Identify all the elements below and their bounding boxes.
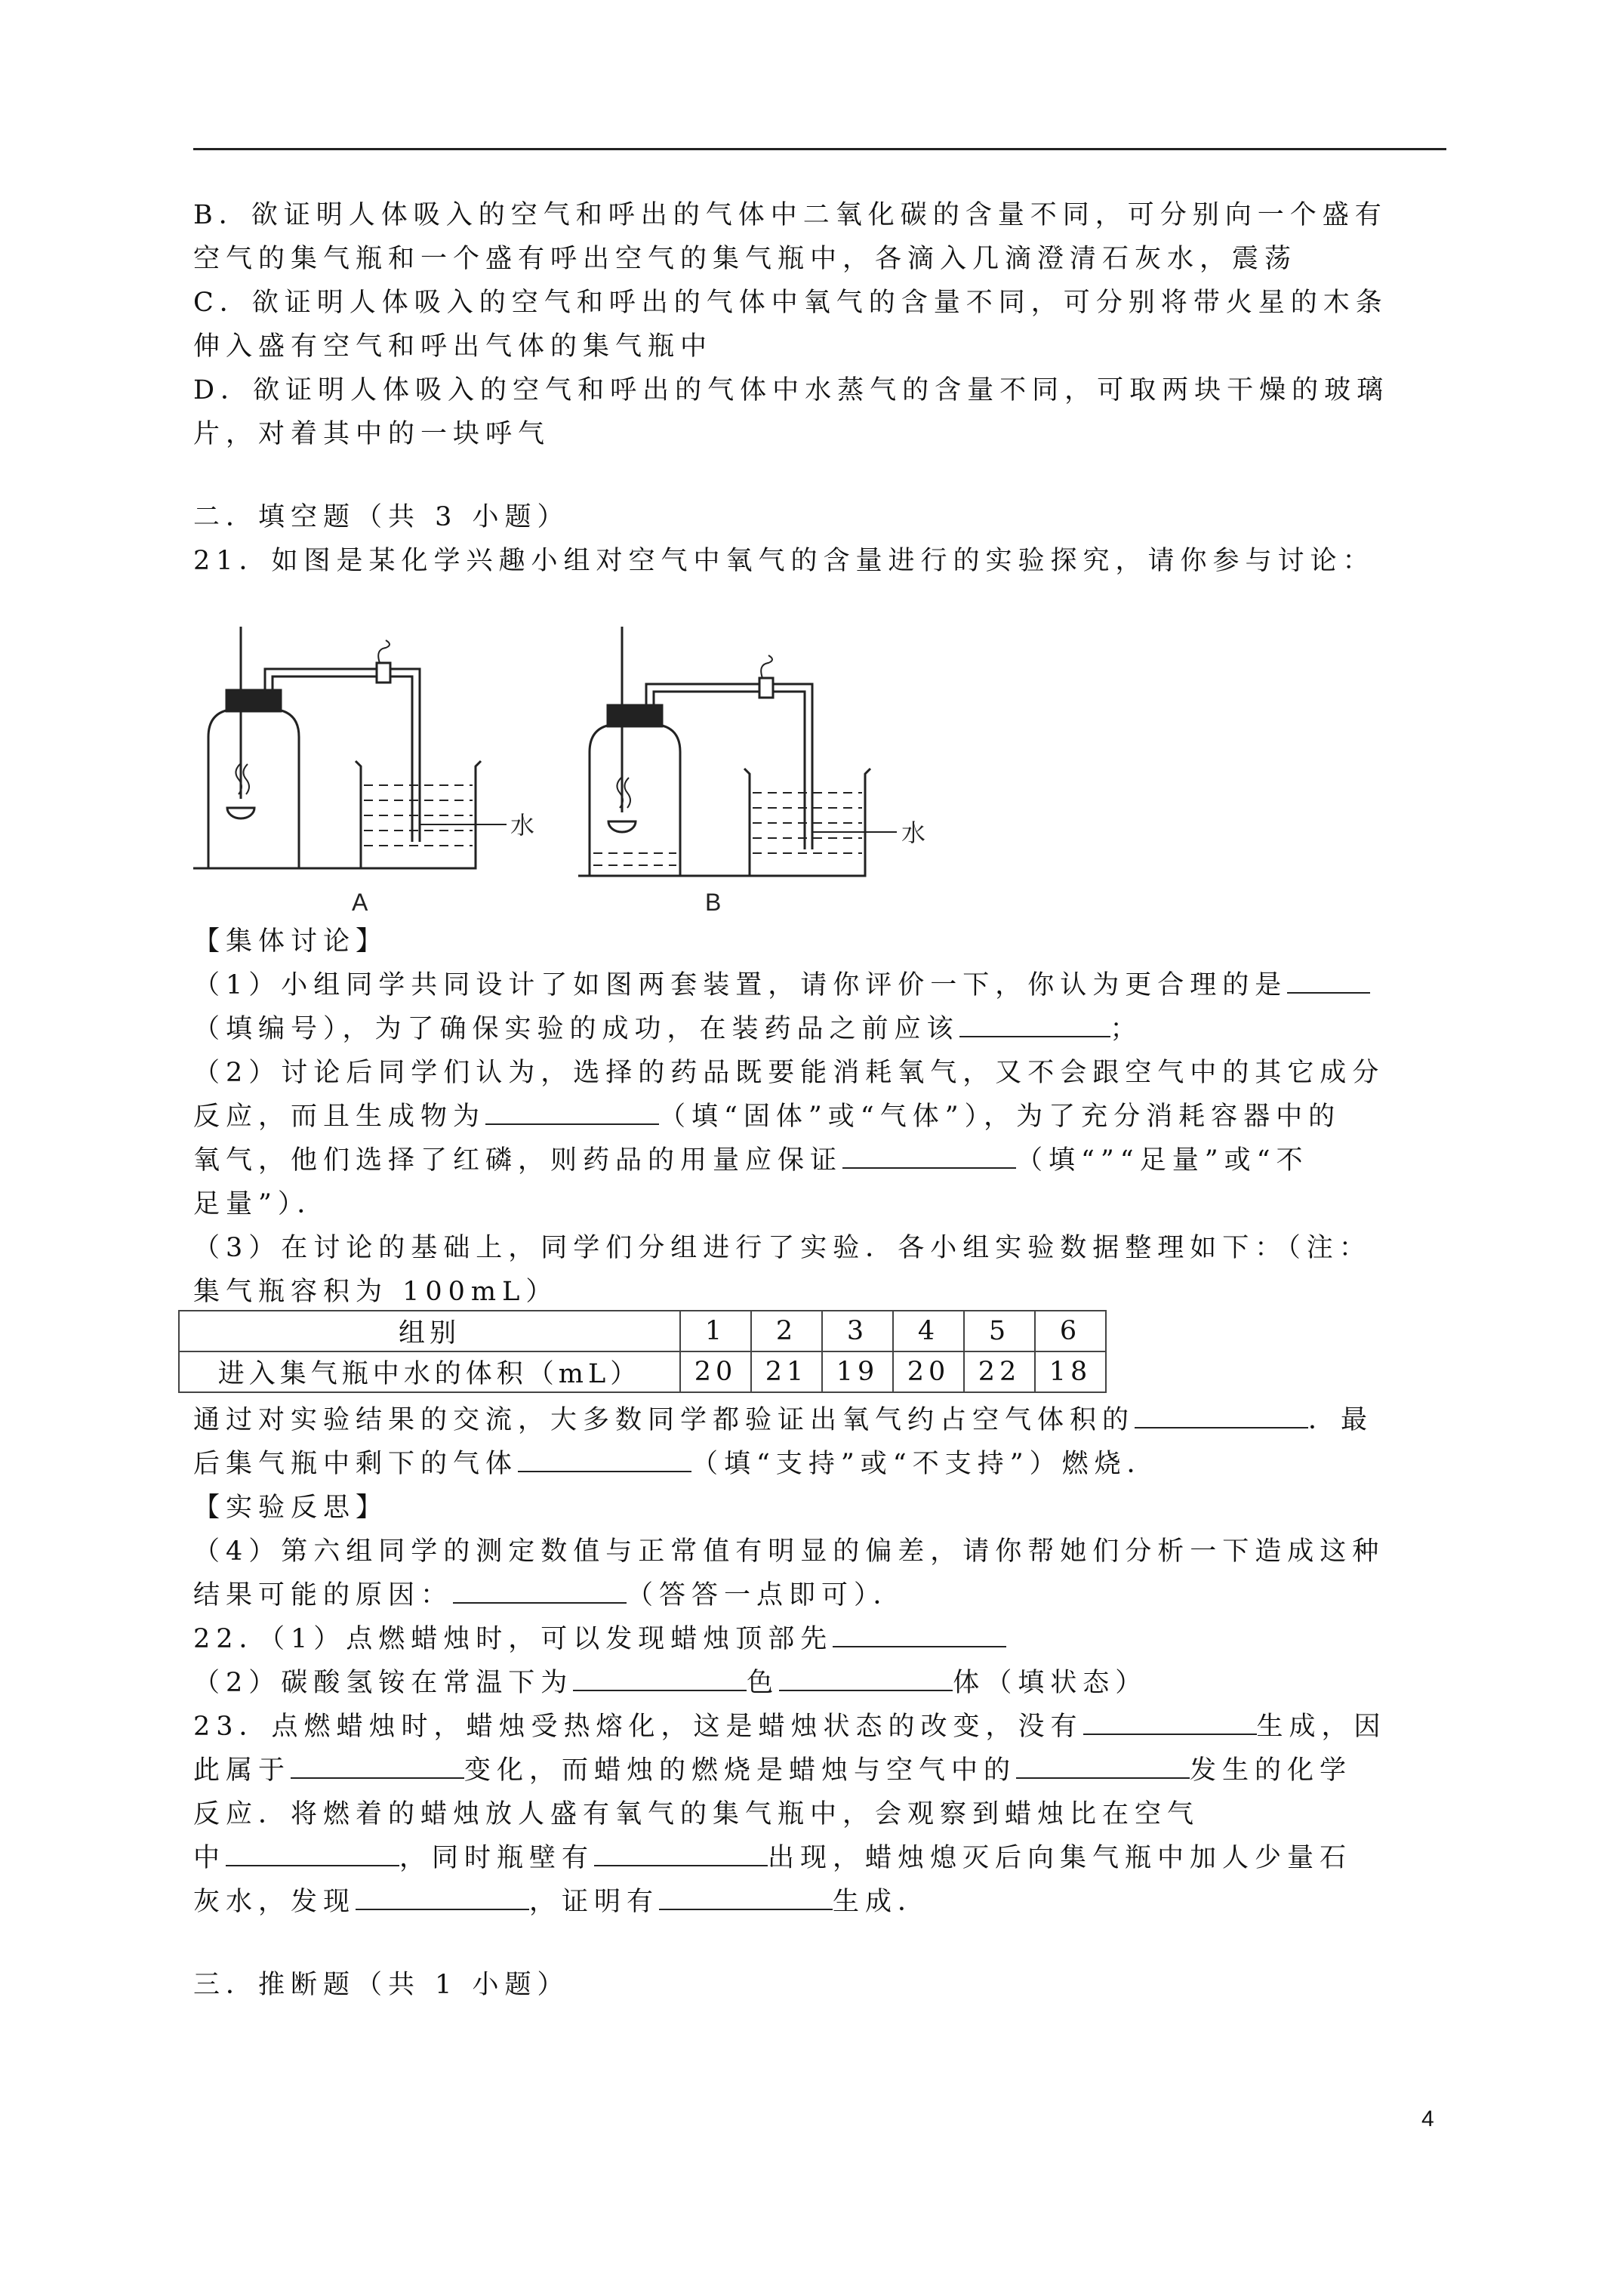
jar-a: [208, 710, 299, 868]
q21-p1-line2: （填编号），为了确保实验的成功，在装药品之前应该 ；: [193, 1014, 1143, 1044]
option-d-line1: D．欲证明人体吸入的空气和呼出的气体中水蒸气的含量不同，可取两块干燥的玻璃: [193, 375, 1390, 405]
page-number: 4: [1421, 2106, 1434, 2131]
q21-p5-line1: （4）第六组同学的测定数值与正常值有明显的偏差，请你帮她们分析一下造成这种: [193, 1536, 1385, 1567]
q21-p2-line1: （2）讨论后同学们认为，选择的药品既要能消耗氧气，又不会跟空气中的其它成分: [193, 1058, 1385, 1088]
reflection-heading: 【实验反思】: [193, 1493, 389, 1523]
group-cell: 3: [822, 1311, 893, 1351]
value-cell: 20: [680, 1351, 751, 1392]
table-row: [179, 1311, 1106, 1351]
experiment-data-table: [178, 1310, 1107, 1393]
group-cell: 2: [751, 1311, 822, 1351]
answer-blank[interactable]: [779, 1667, 953, 1691]
value-cell: 20: [893, 1351, 964, 1392]
q21-p3-line2: 集气瓶容积为 100mL）: [193, 1277, 559, 1307]
stopper-b: [608, 705, 662, 726]
spoon-a: [227, 808, 254, 818]
section-3-title: 三．推断题（共 1 小题）: [193, 1970, 570, 2000]
spoon-b: [608, 821, 636, 832]
answer-blank[interactable]: [453, 1579, 627, 1604]
answer-blank[interactable]: [833, 1623, 1006, 1647]
jar-b: [590, 725, 680, 876]
option-b-line1: B．欲证明人体吸入的空气和呼出的气体中二氧化碳的含量不同，可分别向一个盛有: [193, 200, 1387, 230]
answer-blank[interactable]: [573, 1667, 747, 1691]
q21-intro: 21．如图是某化学兴趣小组对空气中氧气的含量进行的实验探究，请你参与讨论：: [193, 546, 1375, 576]
table-row-label: 进入集气瓶中水的体积（mL）: [179, 1351, 680, 1392]
answer-blank[interactable]: [1016, 1755, 1190, 1779]
water-label-a: 水: [510, 812, 535, 839]
answer-blank[interactable]: [356, 1886, 529, 1910]
group-cell: 1: [680, 1311, 751, 1351]
water-label-b: 水: [901, 819, 926, 846]
option-c-line1: C．欲证明人体吸入的空气和呼出的气体中氧气的含量不同，可分别将带火星的木条: [193, 288, 1388, 318]
group-cell: 4: [893, 1311, 964, 1351]
q22-line2: （2）碳酸氢铵在常温下为 色 体（填状态）: [193, 1668, 1148, 1698]
stopper-a: [226, 690, 281, 711]
option-b-line2: 空气的集气瓶和一个盛有呼出空气的集气瓶中，各滴入几滴澄清石灰水，震荡: [193, 244, 1298, 274]
table-row: [179, 1351, 1106, 1392]
group-cell: 6: [1035, 1311, 1106, 1351]
answer-blank[interactable]: [291, 1755, 464, 1779]
figure-caption-a: A: [352, 889, 368, 916]
answer-blank[interactable]: [1287, 969, 1370, 994]
water-in-jar-b: [593, 853, 676, 865]
q21-p4-line1: 通过对实验结果的交流，大多数同学都验证出氧气约占空气体积的 ．最: [193, 1405, 1374, 1435]
q23-line3: 反应．将燃着的蜡烛放人盛有氧气的集气瓶中，会观察到蜡烛比在空气: [193, 1799, 1200, 1829]
figure-caption-b: B: [705, 889, 722, 916]
q23-line1: 23．点燃蜡烛时，蜡烛受热熔化，这是蜡烛状态的改变，没有 生成，因: [193, 1712, 1387, 1742]
water-b: [753, 793, 862, 853]
option-c-line2: 伸入盛有空气和呼出气体的集气瓶中: [193, 331, 713, 362]
section-2-title: 二．填空题（共 3 小题）: [193, 502, 570, 532]
answer-blank[interactable]: [659, 1886, 833, 1910]
answer-blank[interactable]: [1083, 1711, 1257, 1735]
answer-blank[interactable]: [959, 1013, 1110, 1037]
value-cell: 18: [1035, 1351, 1106, 1392]
q21-p3-line1: （3）在讨论的基础上，同学们分组进行了实验．各小组实验数据整理如下：（注：: [193, 1233, 1372, 1263]
q23-line5: 灰水，发现 ，证明有 生成．: [193, 1887, 931, 1917]
answer-blank[interactable]: [226, 1842, 399, 1866]
q21-p5-line2: 结果可能的原因： （答答一点即可）．: [193, 1580, 906, 1610]
table-header-label: 组别: [179, 1311, 680, 1351]
value-cell: 19: [822, 1351, 893, 1392]
clip-a: [377, 663, 390, 683]
answer-blank[interactable]: [485, 1101, 659, 1125]
tube-b: [646, 684, 812, 849]
water-a: [364, 785, 473, 846]
q23-line2: 此属于 变化，而蜡烛的燃烧是蜡烛与空气中的 发生的化学: [193, 1755, 1353, 1786]
header-rule: [193, 148, 1446, 150]
q23-line4: 中 ，同时瓶壁有 出现，蜡烛熄灭后向集气瓶中加人少量石: [193, 1843, 1353, 1873]
q21-p2-line4: 足量”）．: [193, 1189, 330, 1219]
group-cell: 5: [964, 1311, 1035, 1351]
answer-blank[interactable]: [842, 1145, 1016, 1169]
option-d-line2: 片，对着其中的一块呼气: [193, 419, 551, 449]
value-cell: 22: [964, 1351, 1035, 1392]
answer-blank[interactable]: [518, 1448, 691, 1472]
answer-blank[interactable]: [1135, 1404, 1308, 1428]
q21-p4-line2: 后集气瓶中剩下的气体 （填“支持”或“不支持”）燃烧．: [193, 1449, 1160, 1479]
answer-blank[interactable]: [594, 1842, 768, 1866]
clip-b: [759, 678, 773, 698]
value-cell: 21: [751, 1351, 822, 1392]
q21-p2-line2: 反应，而且生成物为 （填“固体”或“气体”），为了充分消耗容器中的: [193, 1102, 1341, 1132]
q22-line1: 22．（1）点燃蜡烛时，可以发现蜡烛顶部先: [193, 1617, 1446, 1661]
q21-p1-line1: （1）小组同学共同设计了如图两套装置，请你评价一下，你认为更合理的是: [193, 963, 1446, 1007]
q21-p2-line3: 氧气，他们选择了红磷，则药品的用量应保证 （填“”“足量”或“不: [193, 1145, 1309, 1176]
apparatus-figure: [193, 627, 926, 929]
discussion-heading: 【集体讨论】: [193, 926, 389, 957]
